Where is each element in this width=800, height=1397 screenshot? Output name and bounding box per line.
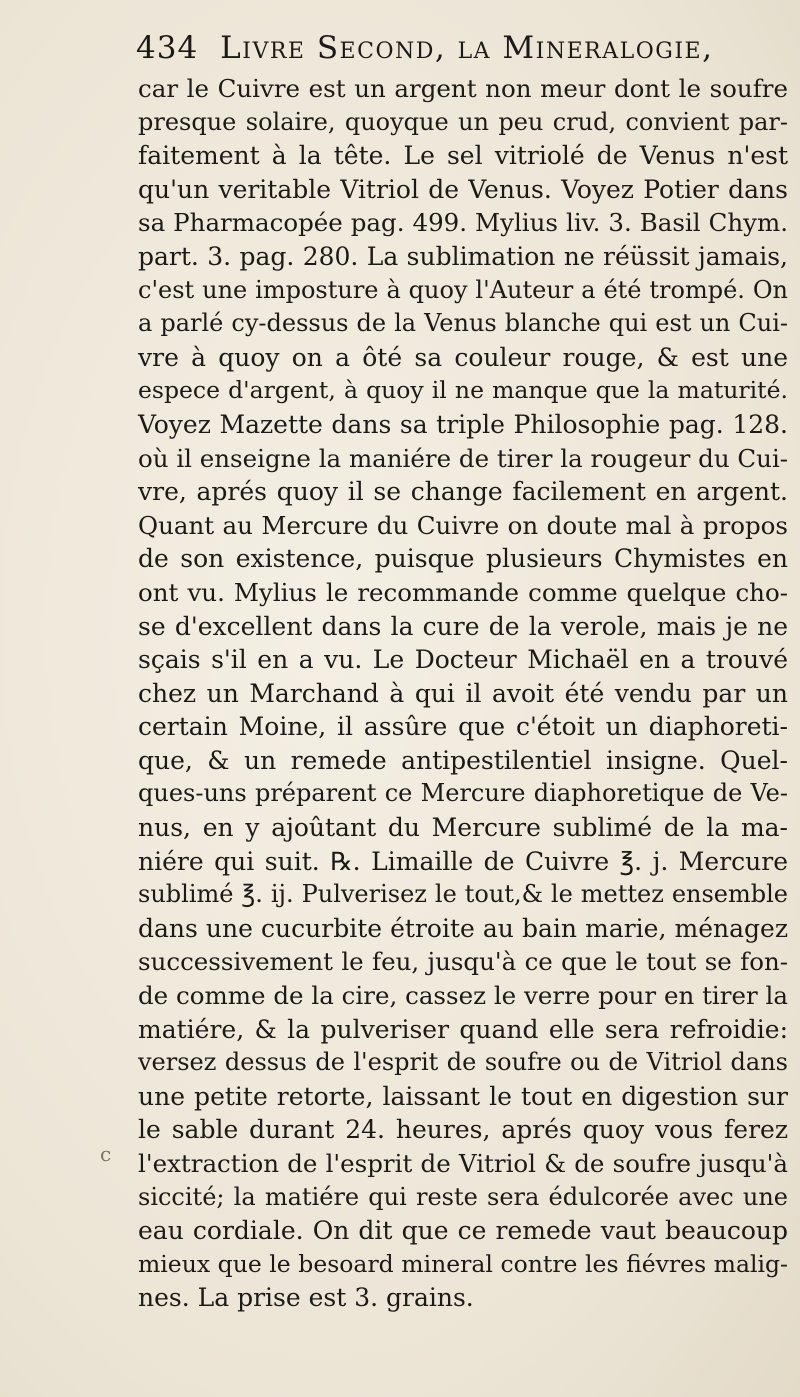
text-line: l'extraction de l'esprit de Vitriol & de soufre jusqu'à (138, 1149, 788, 1178)
running-title: Livre Second, la Mineralogie, (220, 30, 714, 66)
page-header (136, 30, 786, 70)
text-line: car le Cuivre est un argent non meur dont le soufre (138, 74, 788, 103)
body-text (138, 72, 788, 1315)
text-line: faitement à la tête. Le sel vitriolé de Venus n'est (138, 141, 788, 171)
text-line: ont vu. Mylius le recommande comme quelque cho- (138, 577, 788, 607)
text-line: que, & un remede antipestilentiel insigne. Quel- (138, 745, 788, 775)
text-line: c'est une imposture à quoy l'Auteur a été trompé. On (138, 275, 788, 304)
text-line: le sable durant 24. heures, aprés quoy vous ferez (138, 1115, 788, 1145)
text-line: de comme de la cire, cassez le verre pour en tirer la (138, 981, 788, 1011)
text-line: dans une cucurbite étroite au bain marie, ménagez (138, 913, 788, 943)
text-line: qu'un veritable Vitriol de Venus. Voyez Potier dans (138, 174, 788, 204)
text-line: a parlé cy-dessus de la Venus blanche qui est un Cui- (138, 309, 788, 338)
text-line: Quant au Mercure du Cuivre on doute mal à propos (138, 510, 788, 540)
page-number: 434 (136, 30, 199, 66)
margin-mark: c (100, 1142, 112, 1166)
text-line: part. 3. pag. 280. La sublimation ne réüssit jamais, (138, 241, 788, 271)
text-line: presque solaire, quoyque un peu crud, convient par- (138, 107, 788, 136)
text-line: une petite retorte, laissant le tout en digestion sur (138, 1081, 788, 1111)
text-line: versez dessus de l'esprit de soufre ou de Vitriol dans (138, 1048, 788, 1077)
text-line: ques-uns préparent ce Mercure diaphoretique de Ve- (138, 779, 788, 808)
text-line: niére qui suit. ℞. Limaille de Cuivre ℥. j. Mercure (138, 846, 788, 876)
text-line: certain Moine, il assûre que c'étoit un diaphoreti- (138, 712, 788, 742)
text-line: Voyez Mazette dans sa triple Philosophie pag. 128. (138, 409, 788, 439)
text-line: successivement le feu, jusqu'à ce que le tout se fon- (138, 947, 788, 977)
text-line: vre à quoy on a ôté sa couleur rouge, & est une (138, 342, 788, 372)
text-line: matiére, & la pulveriser quand elle sera refroidie: (138, 1014, 788, 1044)
text-line: chez un Marchand à qui il avoit été vendu par un (138, 678, 788, 708)
text-line: espece d'argent, à quoy il ne manque que la maturité. (138, 376, 788, 405)
text-line: se d'excellent dans la cure de la verole, mais je ne (138, 611, 788, 641)
text-line: où il enseigne la maniére de tirer la rougeur du Cui- (138, 443, 789, 473)
text-line: sçais s'il en a vu. Le Docteur Michaël en a trouvé (138, 645, 788, 675)
text-line: mieux que le besoard mineral contre les fiévres malig- (138, 1249, 788, 1278)
text-line: de son existence, puisque plusieurs Chymistes en (138, 544, 788, 574)
text-line: vre, aprés quoy il se change facilement en argent. (138, 477, 788, 507)
text-line: nus, en y ajoûtant du Mercure sublimé de la ma- (138, 813, 788, 843)
text-line: sa Pharmacopée pag. 499. Mylius liv. 3. Basil Chym. (138, 208, 788, 238)
text-line: siccité; la matiére qui reste sera édulcorée avec une (138, 1182, 788, 1211)
text-line: sublimé ℥. ij. Pulverisez le tout,& le mettez ensemble (138, 880, 788, 909)
text-line: nes. La prise est 3. grains. (138, 1283, 474, 1313)
text-line: eau cordiale. On dit que ce remede vaut beaucoup (138, 1216, 788, 1246)
